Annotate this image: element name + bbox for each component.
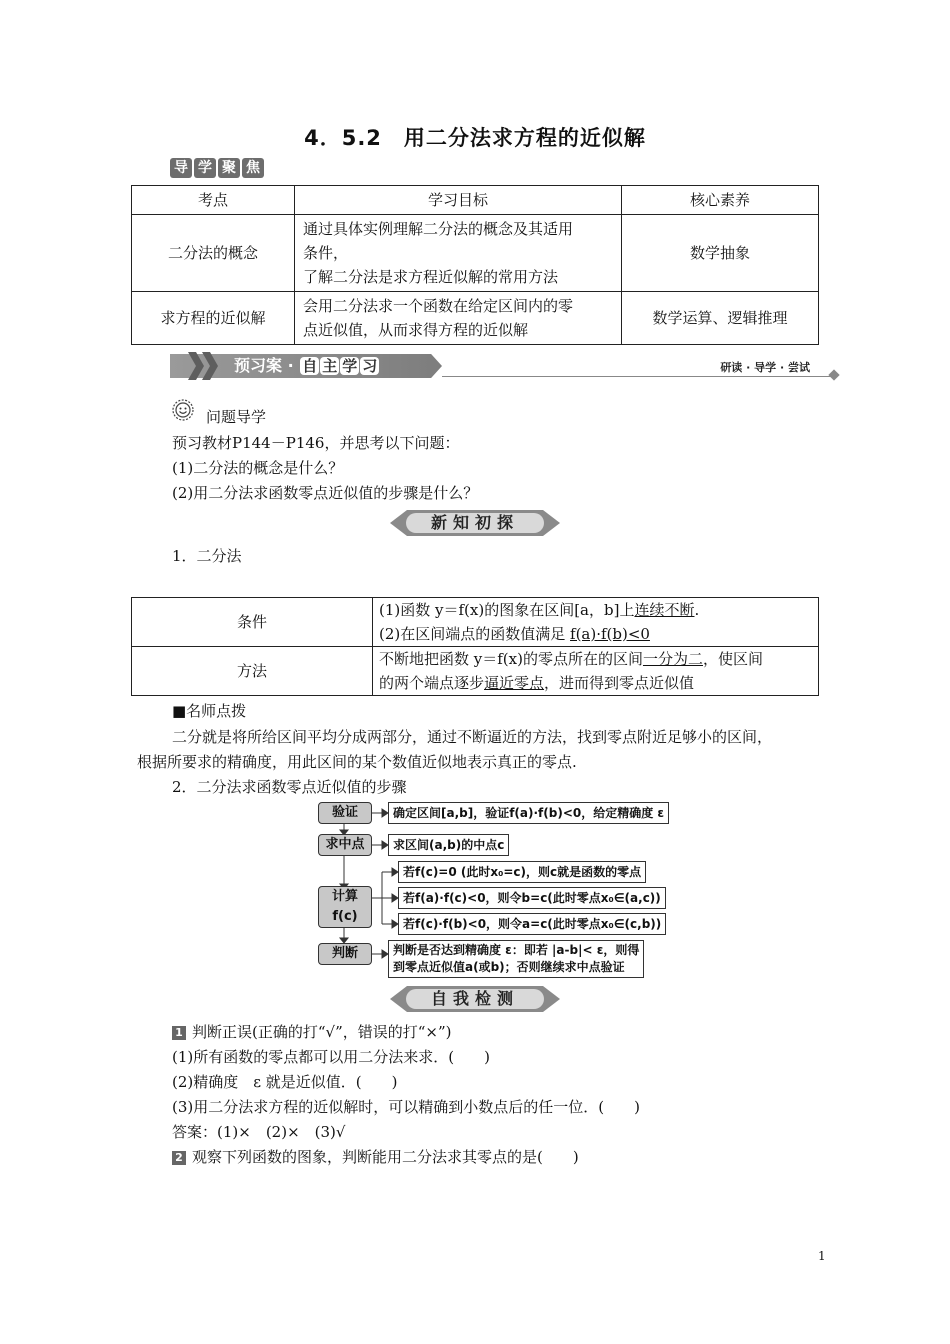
section-heading-1: 1．二分法	[172, 547, 242, 565]
table-cell: 二分法的概念	[132, 215, 295, 292]
stem-text: 观察下列函数的图象，判断能用二分法求其零点的是( )	[192, 1148, 579, 1166]
flow-step-verify: 验证	[318, 802, 372, 824]
question-guide-heading: 问题导学	[206, 408, 267, 426]
flow-case-zero: 若f(c)=0 (此时x₀=c)，则c就是函数的零点	[398, 861, 646, 883]
text-fragment: 不断地把函数 y＝f(x)的零点所在的区间	[379, 650, 643, 668]
label-text: 新知初探	[406, 513, 544, 533]
table-header-row	[132, 186, 819, 215]
badge-char: 学	[194, 158, 216, 178]
cell-line: 条件，	[303, 244, 349, 262]
flow-step-compute: 计算 f(c)	[318, 886, 372, 928]
self-check-label	[390, 986, 560, 1012]
banner-chip: 学	[342, 357, 358, 375]
text-fragment: (2)在区间端点的函数值满足	[379, 625, 566, 643]
underlined-answer: 一分为二	[642, 650, 703, 668]
teacher-tip-line-2: 根据所要求的精确度，用此区间的某个数值近似地表示真正的零点.	[137, 753, 577, 771]
dichotomy-table	[131, 597, 819, 696]
flow-step-judge: 判断	[318, 943, 372, 965]
header-cell: 核心素养	[622, 186, 819, 215]
exercise-1-answer: 答案：(1)× (2)× (3)√	[172, 1123, 346, 1141]
exercise-1-stem	[172, 1021, 452, 1043]
stem-text: 判断正误(正确的打“√”，错误的打“×”)	[192, 1023, 452, 1041]
banner-dot: ·	[287, 356, 294, 375]
table-cell: 数学运算、逻辑推理	[622, 292, 819, 345]
cell-line: 通过具体实例理解二分法的概念及其适用	[303, 220, 574, 238]
table-row	[132, 647, 819, 696]
banner-rule	[442, 376, 834, 377]
exercise-1-item: (1)所有函数的零点都可以用二分法来求．( )	[172, 1048, 490, 1066]
sun-smiley-icon	[172, 399, 194, 421]
badge-char: 焦	[242, 158, 264, 178]
cell-line: 会用二分法求一个函数在给定区间内的零	[303, 297, 574, 315]
text-fragment: ，进而得到零点近似值	[544, 674, 695, 692]
text-fragment: ，使区间	[702, 650, 763, 668]
table-cell	[373, 647, 819, 696]
header-cell: 考点	[132, 186, 295, 215]
table-cell: 方法	[132, 647, 373, 696]
table-row	[132, 292, 819, 345]
preview-banner	[170, 352, 838, 380]
cell-line	[379, 598, 812, 622]
table-cell	[373, 598, 819, 647]
page-number: 1	[818, 1249, 826, 1263]
text-fragment: 的两个端点逐步	[379, 674, 485, 692]
flow-case-left: 若f(a)·f(c)<0，则令b=c(此时零点x₀∈(a,c))	[398, 887, 666, 909]
badge-char: 导	[170, 158, 192, 178]
label-text: 自我检测	[406, 989, 544, 1009]
banner-main: 预习案	[234, 356, 283, 375]
cell-line: 到零点近似值a(或b)；否则继续求中点验证	[393, 960, 625, 974]
teacher-tip-line-1: 二分就是将所给区间平均分成两部分，通过不断逼近的方法，找到零点附近足够小的区间，	[172, 728, 773, 746]
table-row	[132, 215, 819, 292]
teacher-tip-heading: ■名师点拨	[172, 702, 247, 720]
cell-line	[379, 622, 812, 646]
flow-step-judge-text	[388, 940, 644, 978]
table-row	[132, 598, 819, 647]
banner-chip: 习	[362, 357, 378, 375]
table-cell	[295, 292, 622, 345]
exercise-2-stem	[172, 1146, 579, 1168]
header-cell: 学习目标	[295, 186, 622, 215]
underlined-answer: 连续不断	[634, 601, 695, 619]
text-fragment: (1)函数 y＝f(x)的图象在区间[a，b]上	[379, 601, 635, 619]
text-fragment: .	[694, 601, 700, 619]
table-cell: 求方程的近似解	[132, 292, 295, 345]
flow-step-verify-text: 确定区间[a,b]，验证f(a)·f(b)<0，给定精确度 ε	[388, 802, 669, 824]
bisection-flowchart	[316, 800, 668, 982]
table-cell: 条件	[132, 598, 373, 647]
table-cell: 数学抽象	[622, 215, 819, 292]
guide-badge	[170, 158, 264, 178]
flow-step-midpoint: 求中点	[318, 834, 372, 856]
exercise-1-item: (3)用二分法求方程的近似解时，可以精确到小数点后的任一位．( )	[172, 1098, 640, 1116]
new-knowledge-label	[390, 510, 560, 536]
exercise-number: 1	[172, 1026, 186, 1040]
goals-table	[131, 185, 819, 345]
cell-line	[379, 647, 812, 671]
badge-char: 聚	[218, 158, 240, 178]
underlined-answer: f(a)·f(b)<0	[570, 625, 650, 643]
table-cell	[295, 215, 622, 292]
cell-line: 了解二分法是求方程近似解的常用方法	[303, 268, 559, 286]
flow-case-right: 若f(c)·f(b)<0，则令a=c(此时零点x₀∈(c,b))	[398, 913, 666, 935]
banner-title	[234, 354, 379, 378]
question-1: (1)二分法的概念是什么？	[172, 459, 344, 477]
banner-chip: 主	[322, 357, 338, 375]
cell-line: 点近似值，从而求得方程的近似解	[303, 321, 529, 339]
section-heading-2: 2．二分法求函数零点近似值的步骤	[172, 778, 407, 796]
exercise-1-item: (2)精确度 ε 就是近似值．( )	[172, 1073, 398, 1091]
flow-step-midpoint-text: 求区间(a,b)的中点c	[388, 834, 509, 856]
question-2: (2)用二分法求函数零点近似值的步骤是什么？	[172, 484, 479, 502]
question-guide-intro: 预习教材P144－P146，并思考以下问题：	[172, 434, 460, 452]
diamond-icon	[828, 369, 839, 380]
banner-chip: 自	[302, 357, 318, 375]
exercise-number: 2	[172, 1151, 186, 1165]
banner-right-text: 研读 · 导学 · 尝试	[720, 361, 810, 374]
cell-line	[379, 671, 812, 695]
page-title: 4．5.2 用二分法求方程的近似解	[304, 126, 646, 150]
cell-line: 判断是否达到精确度 ε：即若 |a-b|< ε，则得	[393, 943, 640, 957]
underlined-answer: 逼近零点	[484, 674, 545, 692]
